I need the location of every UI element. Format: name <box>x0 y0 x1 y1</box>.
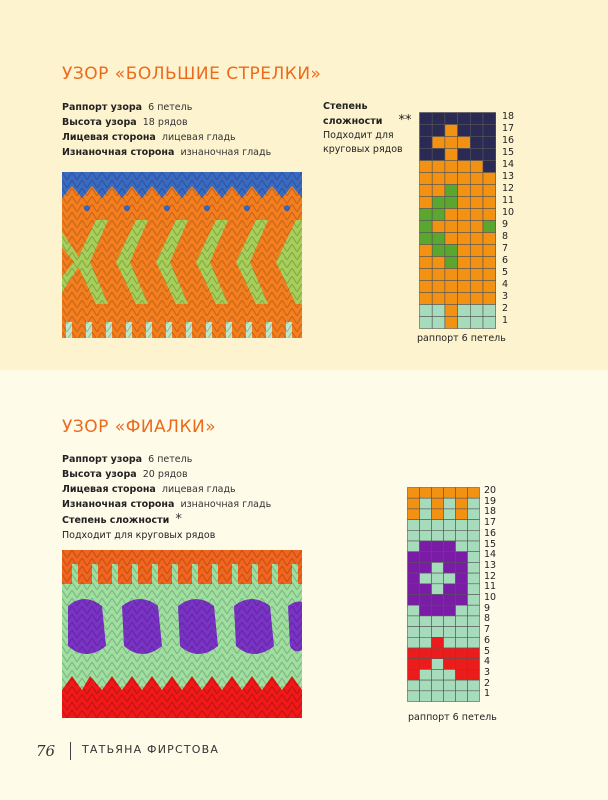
chart-cell <box>432 137 445 149</box>
chart-cell <box>408 498 420 509</box>
chart-cell <box>444 616 456 627</box>
chart-cell <box>432 509 444 520</box>
chart-cell <box>444 509 456 520</box>
chart-cell <box>444 498 456 509</box>
chart-cell <box>468 552 480 563</box>
chart-cell <box>420 520 432 531</box>
chart-cell <box>456 680 468 691</box>
chart-cell <box>444 562 456 573</box>
chart-cell <box>432 627 444 638</box>
chart-cell <box>420 233 433 245</box>
spec-row: Изнаночная сторона изнаночная гладь <box>62 147 272 158</box>
chart-cell <box>470 125 483 137</box>
row-number: 18 <box>484 506 497 518</box>
chart-cell <box>470 149 483 161</box>
chart-cell <box>456 659 468 670</box>
row-number: 3 <box>484 666 491 678</box>
chart-cell <box>445 209 458 221</box>
chart-cell <box>483 161 496 173</box>
chart-cell <box>483 113 496 125</box>
chart-cell <box>458 125 471 137</box>
chart-cell <box>420 197 433 209</box>
row-number: 4 <box>502 279 509 290</box>
chart-cell <box>483 197 496 209</box>
chart-cell <box>445 185 458 197</box>
chart-cell <box>483 305 496 317</box>
chart-cell <box>456 552 468 563</box>
chart-cell <box>456 562 468 573</box>
chart-cell <box>445 173 458 185</box>
chart-cell <box>468 691 480 702</box>
pattern1-chart-grid <box>419 112 497 330</box>
chart-cell <box>444 595 456 606</box>
chart-cell <box>420 185 433 197</box>
chart-cell <box>456 530 468 541</box>
chart-cell <box>420 552 432 563</box>
row-number: 20 <box>484 485 497 496</box>
chart-cell <box>445 293 458 305</box>
row-number: 14 <box>502 159 515 170</box>
chart-cell <box>456 498 468 509</box>
chart-cell <box>420 573 432 584</box>
chart-cell <box>444 691 456 702</box>
chart-cell <box>458 137 471 149</box>
chart-cell <box>432 648 444 659</box>
chart-cell <box>408 573 420 584</box>
pattern1-chart-caption: раппорт 6 петель <box>417 333 506 344</box>
row-number: 1 <box>484 688 491 700</box>
chart-cell <box>470 113 483 125</box>
chart-cell <box>420 125 433 137</box>
chart-cell <box>445 257 458 269</box>
chart-cell <box>483 125 496 137</box>
chart-cell <box>444 520 456 531</box>
chart-cell <box>468 669 480 680</box>
row-number: 11 <box>484 581 497 593</box>
chart-cell <box>456 520 468 531</box>
page-number: 76 <box>36 742 56 760</box>
chart-cell <box>432 317 445 329</box>
knitted-sample-photo-2 <box>62 550 302 718</box>
row-number: 9 <box>502 219 509 230</box>
spec-row: Изнаночная сторона изнаночная гладь <box>62 499 272 510</box>
chart-cell <box>470 281 483 293</box>
chart-cell <box>432 552 444 563</box>
chart-cell <box>468 530 480 541</box>
chart-cell <box>444 659 456 670</box>
row-number: 14 <box>484 549 497 561</box>
chart-cell <box>468 680 480 691</box>
chart-cell <box>408 509 420 520</box>
chart-cell <box>420 605 432 616</box>
chart-cell <box>432 293 445 305</box>
chart-cell <box>408 530 420 541</box>
chart-cell <box>420 161 433 173</box>
row-number: 5 <box>484 645 491 657</box>
row-number: 11 <box>502 195 515 206</box>
pattern2-chart-caption: раппорт 6 петель <box>408 712 497 723</box>
chart-cell <box>444 627 456 638</box>
chart-cell <box>468 616 480 627</box>
row-number: 12 <box>484 570 497 582</box>
row-number: 16 <box>484 527 497 539</box>
chart-cell <box>483 245 496 257</box>
chart-cell <box>432 530 444 541</box>
chart-cell <box>468 627 480 638</box>
chart-cell <box>470 209 483 221</box>
chart-cell <box>470 173 483 185</box>
chart-cell <box>445 233 458 245</box>
chart-cell <box>420 669 432 680</box>
row-number: 6 <box>502 255 509 266</box>
chart-cell <box>456 573 468 584</box>
row-number: 2 <box>484 677 491 689</box>
chart-cell <box>444 637 456 648</box>
chart-cell <box>420 173 433 185</box>
chart-cell <box>420 498 432 509</box>
chart-cell <box>444 680 456 691</box>
chart-cell <box>445 281 458 293</box>
chart-cell <box>470 233 483 245</box>
row-number: 9 <box>484 602 491 614</box>
chart-cell <box>420 221 433 233</box>
chart-cell <box>408 680 420 691</box>
chart-cell <box>420 584 432 595</box>
chart-cell <box>458 257 471 269</box>
chart-cell <box>432 161 445 173</box>
chart-cell <box>456 584 468 595</box>
chart-cell <box>432 573 444 584</box>
chart-cell <box>458 245 471 257</box>
spec-row: Лицевая сторона лицевая гладь <box>62 132 236 143</box>
chart-cell <box>445 197 458 209</box>
chart-cell <box>458 269 471 281</box>
row-number: 6 <box>484 634 491 646</box>
spec-row: Раппорт узора 6 петель <box>62 454 193 465</box>
chart-cell <box>458 197 471 209</box>
chart-cell <box>456 509 468 520</box>
chart-cell <box>458 281 471 293</box>
chart-cell <box>483 137 496 149</box>
chart-cell <box>458 173 471 185</box>
chart-cell <box>456 541 468 552</box>
spec-row: Степень сложности * <box>62 512 182 527</box>
chart-cell <box>456 488 468 499</box>
chart-cell <box>408 520 420 531</box>
chart-cell <box>420 137 433 149</box>
chart-cell <box>445 269 458 281</box>
chart-cell <box>468 541 480 552</box>
chart-cell <box>420 659 432 670</box>
chart-cell <box>444 488 456 499</box>
chart-cell <box>456 637 468 648</box>
chart-cell <box>420 257 433 269</box>
chart-cell <box>483 257 496 269</box>
chart-cell <box>420 488 432 499</box>
row-number: 13 <box>484 559 497 571</box>
chart-cell <box>458 233 471 245</box>
note: Подходит для круговых рядов <box>62 530 216 541</box>
spec-row: Высота узора 20 рядов <box>62 469 188 480</box>
row-number: 7 <box>502 243 509 254</box>
row-number: 1 <box>502 315 509 326</box>
row-number: 7 <box>484 624 491 636</box>
pattern1-difficulty: Степень сложности ** Подходит для круговых рядов <box>323 101 412 155</box>
knitted-sample-photo-1 <box>62 172 302 338</box>
chart-cell <box>408 637 420 648</box>
author-name: ТАТЬЯНА ФИРСТОВА <box>82 743 220 756</box>
chart-cell <box>420 562 432 573</box>
chart-cell <box>470 185 483 197</box>
chart-cell <box>432 605 444 616</box>
chart-cell <box>468 498 480 509</box>
spec-row: Лицевая сторона лицевая гладь <box>62 484 236 495</box>
row-number: 17 <box>502 123 515 134</box>
chart-cell <box>468 562 480 573</box>
chart-cell <box>420 269 433 281</box>
chart-cell <box>483 281 496 293</box>
chart-cell <box>483 209 496 221</box>
chart-cell <box>468 584 480 595</box>
chart-cell <box>470 293 483 305</box>
chart-cell <box>458 209 471 221</box>
chart-cell <box>420 293 433 305</box>
chart-cell <box>408 616 420 627</box>
chart-cell <box>468 509 480 520</box>
chart-cell <box>470 305 483 317</box>
chart-cell <box>470 197 483 209</box>
chart-cell <box>420 281 433 293</box>
chart-cell <box>432 149 445 161</box>
chart-cell <box>456 627 468 638</box>
chart-cell <box>432 113 445 125</box>
pattern2-chart-grid <box>407 487 481 703</box>
chart-cell <box>458 185 471 197</box>
chart-cell <box>483 269 496 281</box>
chart-cell <box>432 173 445 185</box>
chart-cell <box>420 595 432 606</box>
row-number: 12 <box>502 183 515 194</box>
chart-cell <box>445 125 458 137</box>
pattern2-specs <box>62 452 271 543</box>
chart-cell <box>445 113 458 125</box>
pattern1-title: УЗОР «БОЛЬШИЕ СТРЕЛКИ» <box>62 64 322 84</box>
chart-cell <box>432 680 444 691</box>
chart-cell <box>420 149 433 161</box>
footer-divider <box>70 742 71 760</box>
chart-cell <box>468 637 480 648</box>
chart-cell <box>458 305 471 317</box>
chart-cell <box>432 221 445 233</box>
chart-cell <box>432 185 445 197</box>
chart-cell <box>445 161 458 173</box>
row-number: 17 <box>484 517 497 529</box>
chart-cell <box>432 233 445 245</box>
row-number: 2 <box>502 303 509 314</box>
row-number: 16 <box>502 135 515 146</box>
chart-cell <box>468 595 480 606</box>
chart-cell <box>468 488 480 499</box>
chart-cell <box>444 552 456 563</box>
chart-cell <box>483 293 496 305</box>
chart-cell <box>432 305 445 317</box>
spec-row: Высота узора 18 рядов <box>62 117 188 128</box>
chart-cell <box>458 221 471 233</box>
row-number: 8 <box>484 613 491 625</box>
chart-cell <box>458 113 471 125</box>
chart-cell <box>445 137 458 149</box>
chart-cell <box>456 605 468 616</box>
chart-cell <box>432 659 444 670</box>
chart-cell <box>470 137 483 149</box>
chart-cell <box>483 173 496 185</box>
chart-cell <box>444 605 456 616</box>
chart-cell <box>420 627 432 638</box>
chart-cell <box>408 584 420 595</box>
chart-cell <box>468 605 480 616</box>
chart-cell <box>445 245 458 257</box>
row-number: 10 <box>484 592 497 603</box>
chart-cell <box>432 541 444 552</box>
chart-cell <box>456 669 468 680</box>
chart-cell <box>420 691 432 702</box>
row-number: 10 <box>502 207 515 218</box>
chart-cell <box>408 669 420 680</box>
chart-cell <box>408 488 420 499</box>
pattern1-specs <box>62 100 271 160</box>
chart-cell <box>420 541 432 552</box>
chart-cell <box>432 595 444 606</box>
chart-cell <box>408 627 420 638</box>
chart-cell <box>420 209 433 221</box>
chart-cell <box>420 680 432 691</box>
spec-row: Раппорт узора 6 петель <box>62 102 193 113</box>
chart-cell <box>432 197 445 209</box>
chart-cell <box>458 161 471 173</box>
chart-cell <box>470 161 483 173</box>
chart-cell <box>432 269 445 281</box>
chart-cell <box>432 498 444 509</box>
chart-cell <box>483 233 496 245</box>
chart-cell <box>432 125 445 137</box>
chart-cell <box>408 691 420 702</box>
chart-cell <box>408 595 420 606</box>
chart-cell <box>432 669 444 680</box>
chart-cell <box>432 691 444 702</box>
chart-cell <box>420 637 432 648</box>
chart-cell <box>456 595 468 606</box>
difficulty-stars: ** <box>398 113 412 128</box>
chart-cell <box>458 293 471 305</box>
row-number: 4 <box>484 656 491 668</box>
row-number: 19 <box>484 495 497 507</box>
chart-cell <box>445 221 458 233</box>
chart-cell <box>432 616 444 627</box>
chart-cell <box>470 257 483 269</box>
chart-cell <box>483 221 496 233</box>
chart-cell <box>444 584 456 595</box>
row-number: 8 <box>502 231 509 242</box>
row-number: 5 <box>502 267 509 278</box>
chart-cell <box>483 185 496 197</box>
chart-cell <box>420 113 433 125</box>
chart-cell <box>420 245 433 257</box>
chart-cell <box>470 317 483 329</box>
chart-cell <box>408 659 420 670</box>
chart-cell <box>458 149 471 161</box>
chart-cell <box>456 616 468 627</box>
chart-cell <box>432 281 445 293</box>
row-number: 3 <box>502 291 509 302</box>
chart-cell <box>432 257 445 269</box>
chart-cell <box>408 552 420 563</box>
chart-cell <box>420 648 432 659</box>
chart-cell <box>470 245 483 257</box>
row-number: 13 <box>502 171 515 182</box>
row-number: 15 <box>484 538 497 550</box>
chart-cell <box>445 317 458 329</box>
row-number: 18 <box>502 111 515 122</box>
pattern2-title: УЗОР «ФИАЛКИ» <box>62 417 217 437</box>
chart-cell <box>456 648 468 659</box>
chart-cell <box>420 305 433 317</box>
chart-cell <box>483 317 496 329</box>
chart-cell <box>444 530 456 541</box>
chart-cell <box>468 659 480 670</box>
chart-cell <box>420 317 433 329</box>
chart-cell <box>468 648 480 659</box>
chart-cell <box>445 305 458 317</box>
chart-cell <box>470 221 483 233</box>
chart-cell <box>420 509 432 520</box>
chart-cell <box>483 149 496 161</box>
chart-cell <box>444 669 456 680</box>
chart-cell <box>408 562 420 573</box>
chart-cell <box>420 616 432 627</box>
chart-cell <box>444 648 456 659</box>
chart-cell <box>408 605 420 616</box>
chart-cell <box>432 488 444 499</box>
chart-cell <box>456 691 468 702</box>
chart-cell <box>432 520 444 531</box>
chart-cell <box>432 209 445 221</box>
chart-cell <box>470 269 483 281</box>
chart-cell <box>432 637 444 648</box>
chart-cell <box>432 562 444 573</box>
chart-cell <box>432 584 444 595</box>
chart-cell <box>445 149 458 161</box>
chart-cell <box>420 530 432 541</box>
chart-cell <box>408 541 420 552</box>
chart-cell <box>408 648 420 659</box>
chart-cell <box>432 245 445 257</box>
chart-cell <box>444 541 456 552</box>
chart-cell <box>444 573 456 584</box>
chart-cell <box>468 573 480 584</box>
row-number: 15 <box>502 147 515 158</box>
chart-cell <box>458 317 471 329</box>
chart-cell <box>468 520 480 531</box>
